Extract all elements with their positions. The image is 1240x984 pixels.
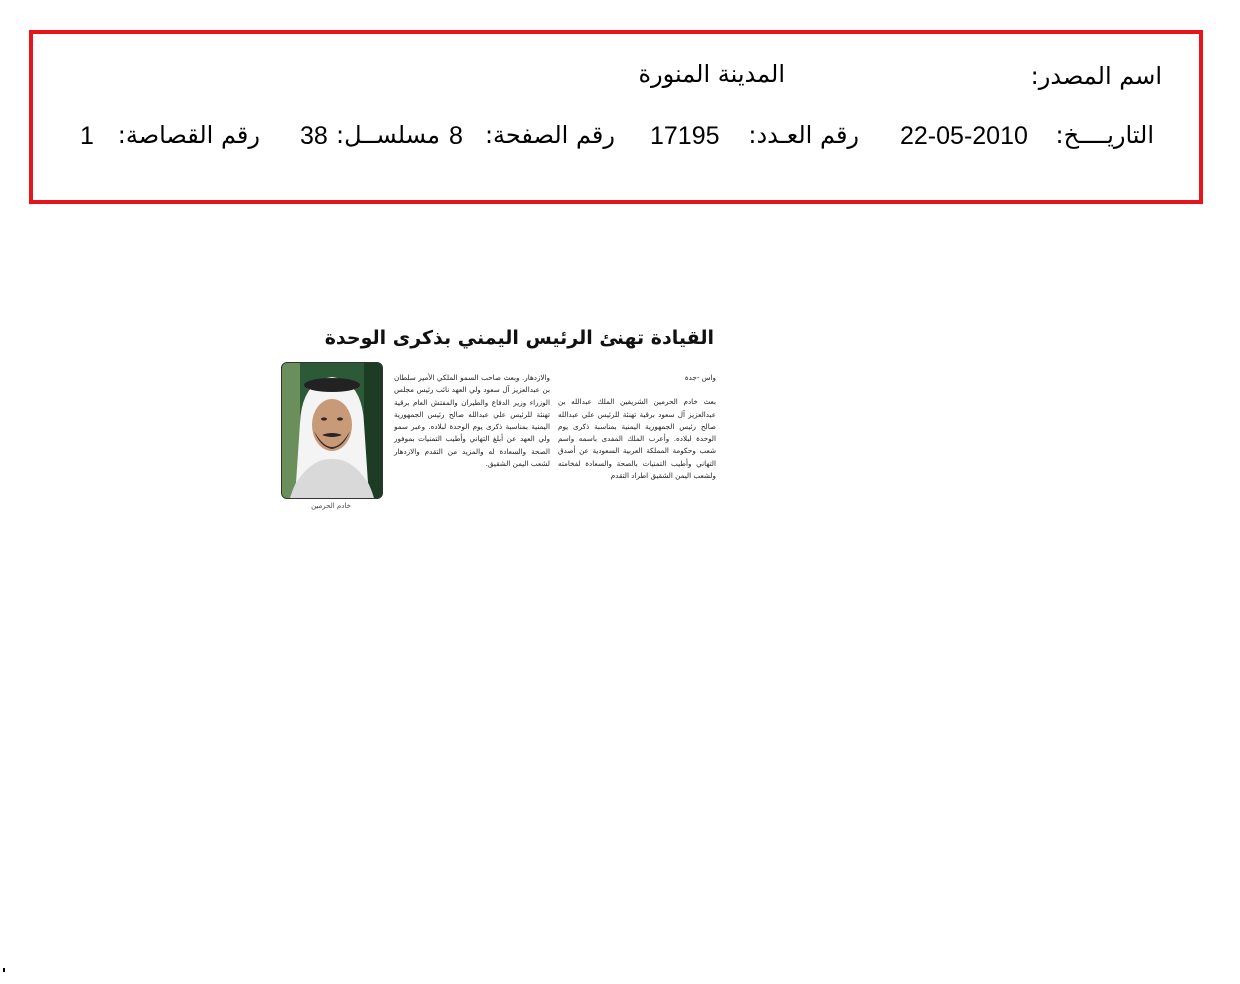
article-byline: واس -جدة [684,373,716,382]
portrait-image [282,363,382,498]
clipping-metadata-box [29,30,1203,204]
photo-caption: خادم الحرمين [311,502,351,510]
source-label: اسم المصدر: [1030,62,1162,90]
serial-value: 38 [300,122,328,150]
date-label: التاريــــخ: [1055,121,1154,149]
issue-value: 17195 [650,122,720,150]
source-value: المدينة المنورة [638,60,785,88]
article-column-left [394,372,550,470]
issue-label: رقم العـدد: [748,121,859,149]
portrait-photo [281,362,383,499]
page-label: رقم الصفحة: [484,121,615,149]
scan-mark [3,968,5,972]
clip-label: رقم القصاصة: [117,121,260,149]
clip-value: 1 [80,122,94,150]
article-column-right-text: بعث خادم الحرمين الشريفين الملك عبدالله بن عبدالعزيز آل سعود برقية تهنئة للرئيس علي عبدالله صالح رئيس الجمهورية اليمنية بمناسبة ذكرى يوم الوحدة لبلاده. وأعرب الملك المفدى باسمه واسم شعب وحكومة المملكة العربية السعودية عن أصدق التهاني وأطيب التمنيات بالصحة والسعادة لفخامته ولشعب اليمن الشقيق اطراد التقدم [558,397,716,481]
article-column-left-text: والازدهار. وبعث صاحب السمو الملكي الأمير سلطان بن عبدالعزيز آل سعود ولي العهد نائب رئيس مجلس الوزراء وزير الدفاع والطيران والمفتش العام برقية تهنئة للرئيس علي عبدالله صالح رئيس الجمهورية اليمنية بمناسبة ذكرى يوم الوحدة لبلاده. وعبر سمو ولي العهد عن أبلغ التهاني وأطيب التمنيات بموفور الصحة والسعادة له والمزيد من التقدم والازدهار لشعب اليمن الشقيق. [394,373,550,469]
article-headline: القيادة تهنئ الرئيس اليمني بذكرى الوحدة [324,327,714,349]
article-column-right [558,372,716,482]
date-value: 22-05-2010 [900,122,1028,150]
newspaper-clipping [272,318,732,518]
serial-label: مسلســل: [336,121,440,149]
page-value: 8 [449,122,463,150]
